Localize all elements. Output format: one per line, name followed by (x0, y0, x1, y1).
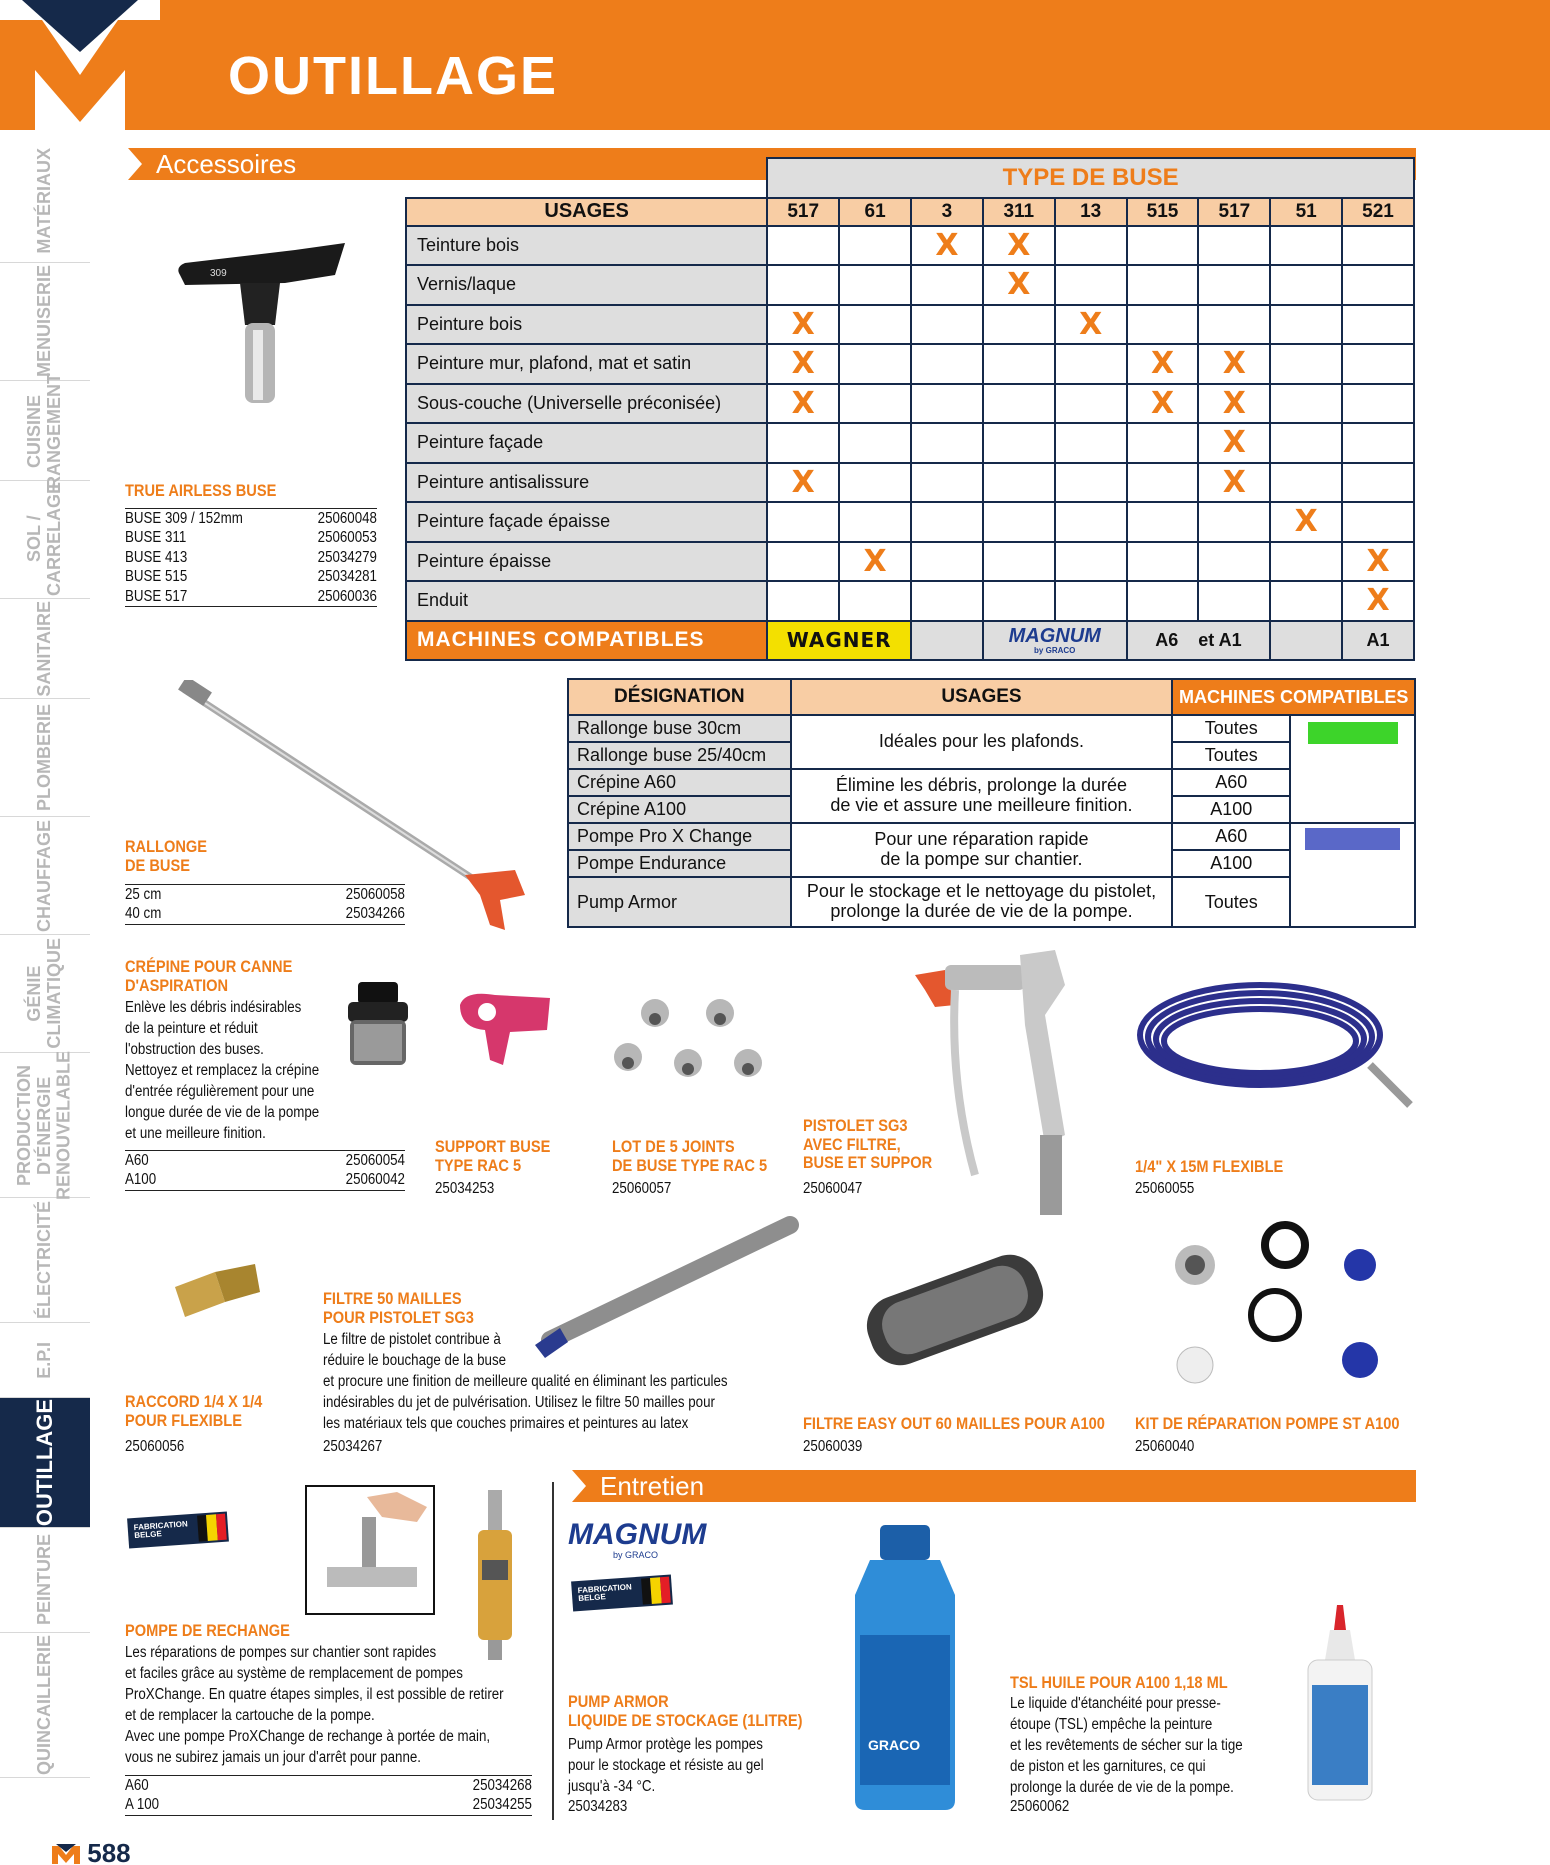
compat-mark-cell (911, 305, 983, 345)
ref-label: A 100 (125, 1796, 160, 1814)
magnum-sublabel: by GRACO (613, 1550, 659, 1560)
sidebar-item-label: MENUISERIE (34, 265, 55, 378)
compat-mark-cell: X (1055, 305, 1127, 345)
compat-mark-cell (767, 542, 839, 582)
compat-mark-cell (983, 463, 1055, 503)
ref-code: 25060042 (345, 1171, 405, 1189)
compat-mark-cell (1198, 542, 1270, 582)
sidebar-item[interactable] (0, 1398, 90, 1528)
compat-mark-cell (1055, 463, 1127, 503)
graco-label: GRACO (868, 1737, 921, 1753)
ref-label: BUSE 311 (125, 529, 187, 547)
compat-mark-cell (1055, 226, 1127, 266)
compat-mark-cell: X (767, 344, 839, 384)
compat-mark-cell: X (1342, 542, 1414, 582)
pump-armor-description: Pump Armor protège les pompes pour le stockage et résiste au gel jusqu'à -34 °C. (568, 1736, 764, 1795)
sidebar-item[interactable] (0, 599, 90, 699)
sidebar-item-label: PRODUCTION D'ÉNERGIE RENOUVELABLE (14, 1050, 74, 1200)
sidebar-item[interactable] (0, 1323, 90, 1398)
ref-row (125, 1151, 405, 1170)
buse-column-header: 13 (1055, 198, 1127, 226)
compat-mark-cell (1127, 542, 1199, 582)
compat-mark-cell (1342, 384, 1414, 424)
sidebar-item[interactable] (0, 935, 90, 1053)
compat-mark-cell (1127, 502, 1199, 542)
compat-mark-cell (983, 384, 1055, 424)
usage-cell: Pour le stockage et le nettoyage du pistolet, prolonge la durée de vie de la pompe. (791, 877, 1173, 927)
compat-mark-cell: X (839, 542, 911, 582)
ref-code: 25060053 (317, 529, 377, 547)
ref-label: BUSE 413 (125, 548, 188, 566)
pompe-description: Les réparations de pompes sur chantier sont rapides et faciles grâce au système de remplacement de pompes ProXChange. En quatre étapes simples, il est possible de retirer et de remplacer la cartouche de la pompe. Avec une pompe ProXChange de rechange à portée de main, vous ne subirez jamais un jour d'arrêt pour panne. (125, 1644, 504, 1766)
pump-armor-title: PUMP ARMOR LIQUIDE DE STOCKAGE (1LITRE) (568, 1692, 803, 1730)
machine-cell: Toutes (1172, 742, 1290, 769)
magnum-brand-logo (568, 1520, 706, 1560)
compat-mark-cell (1127, 581, 1199, 621)
compat-mark-cell (767, 265, 839, 305)
compat-mark-cell (1127, 305, 1199, 345)
support-buse-title: SUPPORT BUSE TYPE RAC 5 (435, 1137, 551, 1175)
compat-mark-cell (1270, 542, 1342, 582)
wagner-label: WAGNER (786, 628, 892, 653)
compat-mark-cell (767, 423, 839, 463)
designation-cell: Pompe Pro X Change (568, 823, 791, 850)
pistolet-title: PISTOLET SG3 AVEC FILTRE, BUSE ET SUPPOR (803, 1116, 933, 1173)
compat-mark-cell (911, 423, 983, 463)
compat-mark-cell: X (1270, 502, 1342, 542)
compat-mark-cell (1342, 265, 1414, 305)
usages-header: USAGES (406, 198, 767, 226)
compat-mark-cell (839, 265, 911, 305)
sidebar-item-label: E.P.I (34, 1341, 55, 1379)
sidebar-item-label: CHAUFFAGE (34, 819, 55, 932)
ref-row (125, 885, 405, 904)
ref-label: 40 cm (125, 905, 162, 923)
wagner-logo-small (1290, 715, 1415, 823)
sidebar-item[interactable] (0, 1528, 90, 1633)
page-number: 588 (52, 1838, 131, 1865)
table-row (406, 265, 1414, 305)
table-row (406, 423, 1414, 463)
compat-mark-cell: X (1127, 344, 1199, 384)
compat-mark-cell (1342, 423, 1414, 463)
pompe-title: POMPE DE RECHANGE (125, 1621, 290, 1640)
rallonge-refs (125, 884, 405, 925)
compat-mark-cell (839, 423, 911, 463)
compat-mark-cell (1342, 463, 1414, 503)
category-sidebar (0, 140, 90, 1810)
ref-code: 25060048 (317, 510, 377, 527)
compat-mark-cell (983, 305, 1055, 345)
usage-cell: Idéales pour les plafonds. (791, 715, 1173, 769)
compat-mark-cell (1055, 423, 1127, 463)
compat-mark-cell (911, 344, 983, 384)
compat-mark-cell (911, 384, 983, 424)
ref-code: 25034266 (345, 905, 405, 923)
fabrication-belge-badge: FABRICATION BELGE (127, 1512, 229, 1549)
compat-mark-cell: X (1342, 581, 1414, 621)
filtre60-title: FILTRE EASY OUT 60 MAILLES POUR A100 (803, 1414, 1105, 1433)
compat-mark-cell (1342, 305, 1414, 345)
ref-row (125, 1170, 405, 1189)
compat-mark-cell (1198, 305, 1270, 345)
sidebar-item-label: SOL / CARRELAGE (24, 482, 64, 597)
strainer-image (340, 980, 415, 1070)
compat-mark-cell (839, 581, 911, 621)
compat-mark-cell: X (767, 384, 839, 424)
sidebar-item[interactable] (0, 140, 90, 263)
usage-cell: Peinture épaisse (406, 542, 767, 582)
compat-mark-cell (839, 305, 911, 345)
designation-cell: Rallonge buse 30cm (568, 715, 791, 742)
table-row (406, 502, 1414, 542)
usage-cell: Élimine les débris, prolonge la durée de vie et assure une meilleure finition. (791, 769, 1173, 823)
compat-mark-cell: X (767, 305, 839, 345)
ref-code: 25034281 (317, 568, 377, 586)
compat-mark-cell (1270, 226, 1342, 266)
page-header (0, 0, 1550, 130)
machine-cell: A60 (1172, 823, 1290, 850)
table-row (406, 344, 1414, 384)
rallonge-title: RALLONGE DE BUSE (125, 837, 208, 875)
table-row (406, 226, 1414, 266)
hose-image (1130, 975, 1420, 1125)
usage-cell: Enduit (406, 581, 767, 621)
ref-row (125, 904, 405, 923)
crepine-refs (125, 1150, 405, 1191)
ref-label: 25 cm (125, 886, 162, 903)
compat-mark-cell: X (1198, 423, 1270, 463)
belgium-flag-icon (197, 1514, 227, 1542)
compat-mark-cell (839, 344, 911, 384)
compat-mark-cell: X (983, 226, 1055, 266)
m-logo-icon (0, 0, 160, 130)
compat-mark-cell (1055, 502, 1127, 542)
compat-mark-cell (839, 226, 911, 266)
raccord-ref: 25060056 (125, 1438, 185, 1455)
compat-mark-cell (1270, 463, 1342, 503)
compat-mark-cell (983, 581, 1055, 621)
table-row (406, 581, 1414, 621)
seals-image (610, 995, 775, 1090)
compat-mark-cell (1198, 502, 1270, 542)
flexible-title: 1/4" X 15M FLEXIBLE (1135, 1157, 1284, 1176)
kit-ref: 25060040 (1135, 1438, 1195, 1455)
compat-mark-cell (983, 502, 1055, 542)
ref-code: 25060036 (317, 587, 377, 605)
repair-kit-image (1165, 1220, 1395, 1395)
compat-mark-cell: X (1127, 384, 1199, 424)
designation-cell: Rallonge buse 25/40cm (568, 742, 791, 769)
buse-column-header: 515 (1127, 198, 1199, 226)
machine-cell: A60 (1172, 769, 1290, 796)
compat-mark-cell: X (911, 226, 983, 266)
compat-mark-cell (839, 502, 911, 542)
machine-cell: A100 (1172, 796, 1290, 823)
compat-mark-cell (1198, 581, 1270, 621)
table-row (406, 305, 1414, 345)
inlet-filter-image (845, 1235, 1065, 1385)
ref-row (125, 509, 377, 528)
usage-cell: Vernis/laque (406, 265, 767, 305)
tsl-title: TSL HUILE POUR A100 1,18 ML (1010, 1673, 1228, 1692)
ref-row (125, 548, 377, 567)
compat-mark-cell (983, 423, 1055, 463)
wagner-logo (767, 621, 911, 661)
ref-code: 25060058 (345, 886, 405, 903)
kit-title: KIT DE RÉPARATION POMPE ST A100 (1135, 1414, 1400, 1433)
designation-cell: Pump Armor (568, 877, 791, 927)
machine-cell: Toutes (1172, 877, 1290, 927)
designation-cell: Pompe Endurance (568, 850, 791, 877)
true-airless-title: TRUE AIRLESS BUSE (125, 481, 277, 500)
sidebar-item-label: MATÉRIAUX (34, 148, 55, 254)
table-row (406, 384, 1414, 424)
brand-logo (0, 0, 160, 130)
sidebar-item[interactable] (0, 372, 90, 489)
ref-label: A60 (125, 1152, 149, 1169)
spray-gun-image (915, 945, 1115, 1225)
usages-header: USAGES (791, 679, 1173, 715)
usage-cell: Peinture antisalissure (406, 463, 767, 503)
usage-cell: Peinture façade (406, 423, 767, 463)
compat-mark-cell: X (767, 463, 839, 503)
magnum-logo (983, 621, 1127, 661)
ref-label: BUSE 309 / 152mm (125, 510, 243, 527)
ref-code: 25034268 (472, 1777, 532, 1794)
ref-label: BUSE 517 (125, 587, 188, 605)
ref-code: 25060054 (345, 1152, 405, 1169)
ref-label: BUSE 515 (125, 568, 188, 586)
magnum-sublabel: by GRACO (1034, 645, 1076, 655)
ref-code: 25034255 (472, 1796, 532, 1814)
sidebar-item[interactable] (0, 481, 90, 599)
buse-column-header: 521 (1342, 198, 1414, 226)
filtre50-ref: 25034267 (323, 1438, 383, 1455)
pump-replacement-photo (305, 1485, 435, 1615)
compat-mark-cell (983, 344, 1055, 384)
true-airless-refs (125, 508, 377, 607)
compat-mark-cell (767, 502, 839, 542)
designation-cell: Crépine A60 (568, 769, 791, 796)
table-row (406, 463, 1414, 503)
machine-a1: A1 (1342, 621, 1414, 661)
compat-mark-cell (1127, 463, 1199, 503)
tsl-bottle-image (1300, 1605, 1380, 1805)
pompe-refs (125, 1775, 532, 1816)
fabrication-belge-badge: FABRICATION BELGE (571, 1575, 673, 1612)
airless-tip-image (175, 235, 345, 435)
fitting-image (165, 1262, 265, 1332)
designation-header: DÉSIGNATION (568, 679, 791, 715)
machine-a6: A6 (1155, 629, 1179, 650)
ref-row (125, 528, 377, 547)
page-title: OUTILLAGE (228, 46, 558, 106)
compat-mark-cell (1198, 265, 1270, 305)
sidebar-item-label: GÉNIE CLIMATIQUE (24, 938, 64, 1049)
sidebar-item[interactable] (0, 263, 90, 381)
buse-column-header: 51 (1270, 198, 1342, 226)
compat-mark-cell (1127, 226, 1199, 266)
machine-a6-a1 (1127, 621, 1271, 661)
filtre50-title: FILTRE 50 MAILLES POUR PISTOLET SG3 (323, 1289, 474, 1327)
compat-mark-cell (1055, 384, 1127, 424)
machines-compatibles-header: MACHINES COMPATIBLES (1172, 679, 1415, 715)
magnum-logo-small (1290, 823, 1415, 927)
sidebar-item-label: ÉLECTRICITÉ (34, 1200, 55, 1319)
ref-row (125, 1795, 532, 1814)
sidebar-item[interactable] (0, 1633, 90, 1778)
buse-column-header: 3 (911, 198, 983, 226)
pistolet-ref: 25060047 (803, 1180, 863, 1197)
compat-mark-cell (1270, 344, 1342, 384)
ref-code: 25034279 (317, 548, 377, 566)
m-logo-small-icon (52, 1844, 80, 1864)
machine-cell: A100 (1172, 850, 1290, 877)
compat-mark-cell (1342, 226, 1414, 266)
compat-mark-cell (1270, 384, 1342, 424)
usage-cell: Sous-couche (Universelle préconisée) (406, 384, 767, 424)
designation-table (567, 678, 1416, 928)
crepine-title: CRÉPINE POUR CANNE D'ASPIRATION (125, 957, 293, 995)
compat-mark-cell (983, 542, 1055, 582)
compat-mark-cell (1055, 265, 1127, 305)
compat-mark-cell (911, 542, 983, 582)
compat-mark-cell: X (1198, 384, 1270, 424)
compat-mark-cell (911, 581, 983, 621)
designation-cell: Crépine A100 (568, 796, 791, 823)
compat-mark-cell: X (1198, 463, 1270, 503)
sidebar-item[interactable] (0, 1198, 90, 1323)
usage-cell: Pour une réparation rapide de la pompe sur chantier. (791, 823, 1173, 877)
ref-row (125, 567, 377, 586)
buse-type-table (405, 157, 1415, 661)
machine-et-a1: et A1 (1198, 629, 1242, 650)
compat-mark-cell: X (983, 265, 1055, 305)
buse-column-header: 61 (839, 198, 911, 226)
sidebar-item-label: PLOMBERIE (34, 703, 55, 811)
machine-cell: Toutes (1172, 715, 1290, 742)
compat-mark-cell (911, 502, 983, 542)
compat-mark-cell (1342, 344, 1414, 384)
compat-mark-cell (1198, 226, 1270, 266)
tip-guard-image (455, 990, 555, 1070)
pump-armor-bottle-image (850, 1525, 960, 1810)
compat-mark-cell: X (1198, 344, 1270, 384)
support-buse-ref: 25034253 (435, 1180, 495, 1197)
tsl-ref: 25060062 (1010, 1798, 1070, 1815)
sidebar-item-label: QUINCAILLERIE (34, 1634, 55, 1775)
compat-mark-cell (1270, 423, 1342, 463)
section-divider (552, 1482, 554, 1820)
compat-mark-cell (1270, 265, 1342, 305)
pump-armor-ref: 25034283 (568, 1798, 628, 1815)
svg-text:309: 309 (210, 268, 227, 279)
compat-mark-cell (1055, 344, 1127, 384)
compat-mark-cell (1342, 502, 1414, 542)
compat-mark-cell (1270, 305, 1342, 345)
buse-column-header: 311 (983, 198, 1055, 226)
belgium-flag-icon (641, 1577, 671, 1605)
magnum-label: MAGNUM (1008, 624, 1101, 647)
flexible-ref: 25060055 (1135, 1180, 1195, 1197)
buse-column-header: 517 (767, 198, 839, 226)
machines-compatibles-label: MACHINES COMPATIBLES (406, 621, 767, 661)
sidebar-item-label: OUTILLAGE (31, 1398, 57, 1527)
usage-cell: Peinture façade épaisse (406, 502, 767, 542)
section-banner-entretien (572, 1470, 1416, 1502)
joints-title: LOT DE 5 JOINTS DE BUSE TYPE RAC 5 (612, 1137, 768, 1175)
type-de-buse-header: TYPE DE BUSE (767, 158, 1414, 198)
crepine-description: Enlève les débris indésirables de la peinture et réduit l'obstruction des buses. Nettoyez et remplacez la crépine d'entrée régulièrement pour une longue durée de vie de la pompe et une meilleure finition. (125, 999, 320, 1142)
usage-cell: Teinture bois (406, 226, 767, 266)
compat-mark-cell (767, 226, 839, 266)
sidebar-item[interactable] (0, 1050, 90, 1200)
compat-mark-cell (839, 384, 911, 424)
raccord-title: RACCORD 1/4 X 1/4 POUR FLEXIBLE (125, 1392, 263, 1430)
buse-column-header: 517 (1198, 198, 1270, 226)
sidebar-item-label: PEINTURE (34, 1534, 55, 1626)
compat-mark-cell (1127, 265, 1199, 305)
filtre60-ref: 25060039 (803, 1438, 863, 1455)
usage-cell: Peinture bois (406, 305, 767, 345)
pump-cartridge-image (470, 1490, 520, 1660)
ref-label: A60 (125, 1777, 149, 1794)
magnum-label: MAGNUM (568, 1518, 707, 1551)
joints-ref: 25060057 (612, 1180, 672, 1197)
sidebar-item-label: SANITAIRE (34, 600, 55, 697)
compat-mark-cell (911, 463, 983, 503)
sidebar-item[interactable] (0, 817, 90, 935)
ref-row (125, 587, 377, 606)
compat-mark-cell (911, 265, 983, 305)
sidebar-item[interactable] (0, 699, 90, 817)
compat-mark-cell (1055, 542, 1127, 582)
section-title: Entretien (600, 1470, 705, 1501)
sidebar-item-label: CUISINE RANGEMENT (24, 372, 64, 489)
usage-cell: Peinture mur, plafond, mat et satin (406, 344, 767, 384)
tsl-description: Le liquide d'étanchéité pour presse- étoupe (TSL) empêche la peinture et les revêtements de sécher sur la tige de piston et les garnitures, ce qui prolonge la durée de vie de la pompe. (1010, 1695, 1243, 1796)
compat-mark-cell (1055, 581, 1127, 621)
filtre50-description: Le filtre de pistolet contribue à réduire le bouchage de la buse et procure une finition de meilleure qualité en éliminant les particules indésirables du jet de pulvérisation. Utilisez le filtre 50 mailles pour les matériaux tels que couches primaires et peintures au latex (323, 1331, 728, 1432)
compat-mark-cell (1127, 423, 1199, 463)
compat-mark-cell (839, 463, 911, 503)
ref-row (125, 1776, 532, 1795)
table-row (406, 542, 1414, 582)
ref-label: A100 (125, 1171, 157, 1189)
compat-mark-cell (1270, 581, 1342, 621)
compat-mark-cell (767, 581, 839, 621)
section-title: Accessoires (156, 148, 297, 179)
